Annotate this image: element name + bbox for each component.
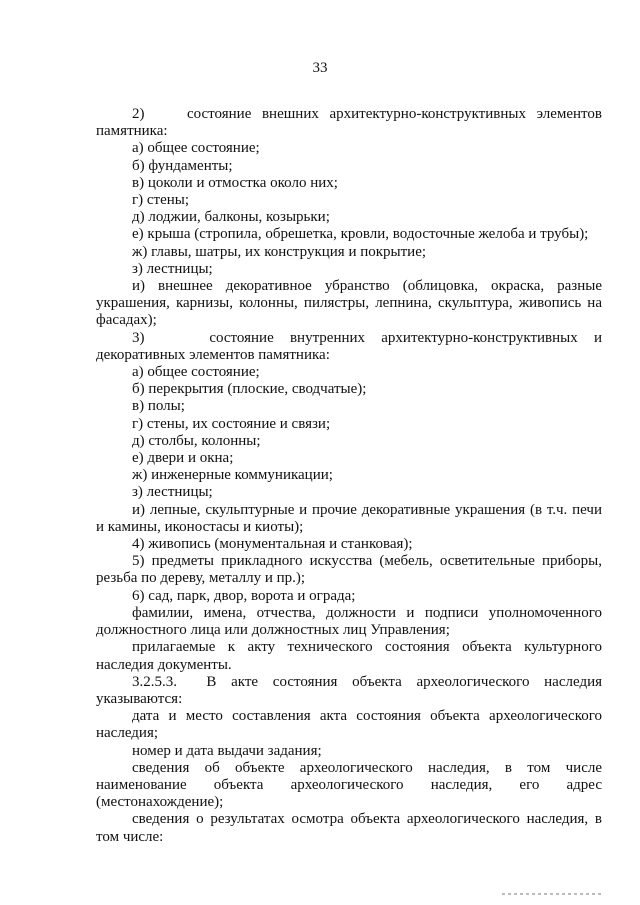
paragraph: дата и место составления акта состояния объекта археологического наследия; [96, 708, 602, 742]
list-item: д) лоджии, балконы, козырьки; [132, 209, 330, 226]
section-paragraph: 3.2.5.3. В акте состояния объекта археологического наследия указываются: [96, 673, 602, 707]
list-item: 5) предметы прикладного искусства (мебель, осветительные приборы, резьба по дереву, металлу и пр.); [96, 553, 602, 587]
list-item: в) полы; [132, 398, 185, 415]
list-item: ж) главы, шатры, их конструкция и покрытие; [132, 243, 427, 260]
list-item: б) перекрытия (плоские, сводчатые); [132, 381, 367, 398]
list-item: г) стены, их состояние и связи; [132, 415, 331, 432]
paragraph: прилагаемые к акту технического состояния объекта культурного наследия документы. [96, 639, 602, 673]
scan-artifact [502, 893, 602, 895]
list-item: в) цоколи и отмостка около них; [132, 174, 338, 191]
paragraph: сведения о результатах осмотра объекта археологического наследия, в том числе: [96, 811, 602, 845]
list-item: з) лестницы; [132, 484, 213, 501]
list-item: е) двери и окна; [132, 450, 234, 467]
list-item: 6) сад, парк, двор, ворота и ограда; [132, 587, 356, 604]
list-item: г) стены; [132, 192, 190, 209]
list-item: а) общее состояние; [132, 140, 260, 157]
list-item: и) внешнее декоративное убранство (облицовка, окраска, разные украшения, карнизы, колонны, пилястры, лепнина, скульптура, живопись на фасадах); [96, 278, 602, 329]
list-item: ж) инженерные коммуникации; [132, 467, 333, 484]
list-item: б) фундаменты; [132, 157, 233, 174]
list-item: и) лепные, скульптурные и прочие декоративные украшения (в т.ч. печи и камины, иконостасы и киоты); [96, 501, 602, 535]
list-item: 4) живопись (монументальная и станковая); [132, 536, 413, 553]
paragraph: 2) состояние внешних архитектурно-конструктивных элементов памятника: [96, 106, 602, 140]
list-item: е) крыша (стропила, обрешетка, кровли, водосточные желоба и трубы); [132, 226, 589, 243]
list-item: з) лестницы; [132, 260, 213, 277]
paragraph: сведения об объекте археологического наследия, в том числе наименование объекта археологического наследия, его адрес (местонахождение); [96, 759, 602, 811]
paragraph: номер и дата выдачи задания; [132, 742, 322, 759]
paragraph: 3) состояние внутренних архитектурно-конструктивных и декоративных элементов памятника: [96, 329, 602, 363]
document-body [96, 106, 602, 846]
list-item: а) общее состояние; [132, 364, 260, 381]
page-number: 33 [312, 60, 328, 76]
list-item: д) столбы, колонны; [132, 432, 261, 449]
paragraph: фамилии, имена, отчества, должности и подписи уполномоченного должностного лица или должностных лиц Управления; [96, 604, 602, 639]
